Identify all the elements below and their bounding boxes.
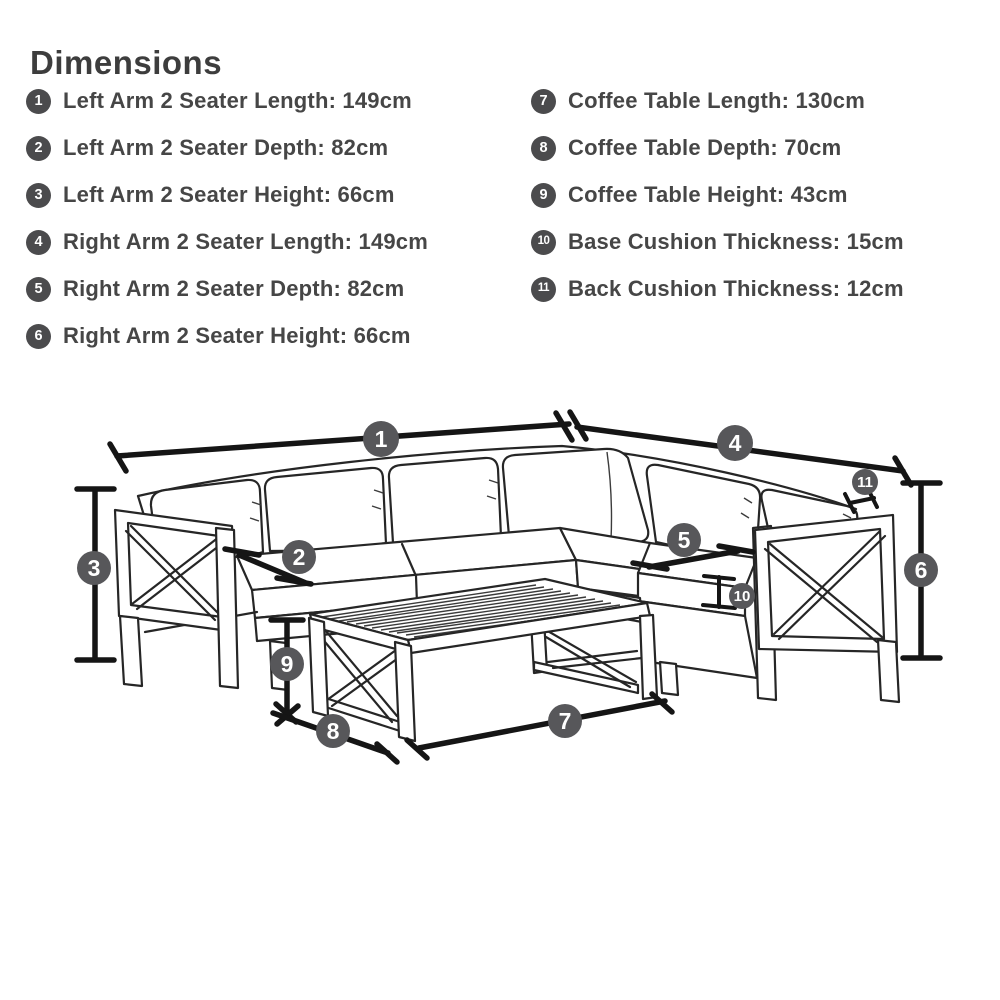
- item-label: Base Cushion Thickness: 15cm: [568, 229, 904, 254]
- item-label: Back Cushion Thickness: 12cm: [568, 276, 904, 301]
- item-label: Left Arm 2 Seater Length: 149cm: [63, 88, 412, 113]
- item-label: Left Arm 2 Seater Depth: 82cm: [63, 135, 389, 160]
- item-number-badge: 9: [531, 183, 556, 208]
- dim-line-1: [117, 424, 569, 456]
- svg-text:7: 7: [558, 708, 572, 734]
- svg-text:9: 9: [280, 651, 294, 677]
- left-arm-leg: [120, 616, 142, 686]
- item-label: Coffee Table Depth: 70cm: [568, 135, 842, 160]
- table-leg: [309, 618, 328, 716]
- item-label: Right Arm 2 Seater Depth: 82cm: [63, 276, 405, 301]
- item-number-badge: 11: [531, 277, 556, 302]
- item-number-badge: 2: [26, 136, 51, 161]
- diagram-badge-3: [77, 551, 111, 585]
- diagram-badge-2: [282, 540, 316, 574]
- item-label: Right Arm 2 Seater Height: 66cm: [63, 323, 411, 348]
- diagram-badge-8: [316, 714, 350, 748]
- item-number-badge: 10: [531, 230, 556, 255]
- item-number-badge: 3: [26, 183, 51, 208]
- table-leg: [395, 642, 415, 741]
- item-label: Coffee Table Length: 130cm: [568, 88, 865, 113]
- diagram-badge-10: [729, 583, 755, 609]
- item-number-badge: 5: [26, 277, 51, 302]
- item-number-badge: 4: [26, 230, 51, 255]
- item-number-badge: 6: [26, 324, 51, 349]
- table-leg: [640, 615, 657, 699]
- svg-text:10: 10: [733, 588, 751, 605]
- diagram-badge-1: [363, 421, 399, 457]
- right-arm-frame: [753, 515, 899, 702]
- svg-text:1: 1: [374, 426, 388, 452]
- item-label: Left Arm 2 Seater Height: 66cm: [63, 182, 395, 207]
- item-label: Right Arm 2 Seater Length: 149cm: [63, 229, 429, 254]
- svg-text:3: 3: [87, 555, 101, 581]
- item-number-badge: 1: [26, 89, 51, 114]
- diagram-badge-5: [667, 523, 701, 557]
- diagram-badge-4: [717, 425, 753, 461]
- diagram-badge-7: [548, 704, 582, 738]
- diagram-badge-6: [904, 553, 938, 587]
- svg-text:4: 4: [728, 430, 742, 456]
- sofa-leg: [660, 662, 678, 695]
- item-number-badge: 8: [531, 136, 556, 161]
- item-number-badge: 7: [531, 89, 556, 114]
- dim-line-7: [407, 694, 672, 758]
- item-label: Coffee Table Height: 43cm: [568, 182, 848, 207]
- left-arm-frame: [115, 510, 238, 688]
- svg-text:11: 11: [857, 474, 873, 491]
- diagram-badge-11: [852, 469, 878, 495]
- sofa-line-drawing: [115, 446, 899, 702]
- page-title: Dimensions: [30, 44, 223, 82]
- svg-text:5: 5: [677, 527, 691, 553]
- svg-text:8: 8: [326, 718, 340, 744]
- right-arm-leg: [878, 640, 899, 702]
- svg-text:6: 6: [914, 557, 928, 583]
- diagram-badge-9: [270, 647, 304, 681]
- svg-text:2: 2: [292, 544, 306, 570]
